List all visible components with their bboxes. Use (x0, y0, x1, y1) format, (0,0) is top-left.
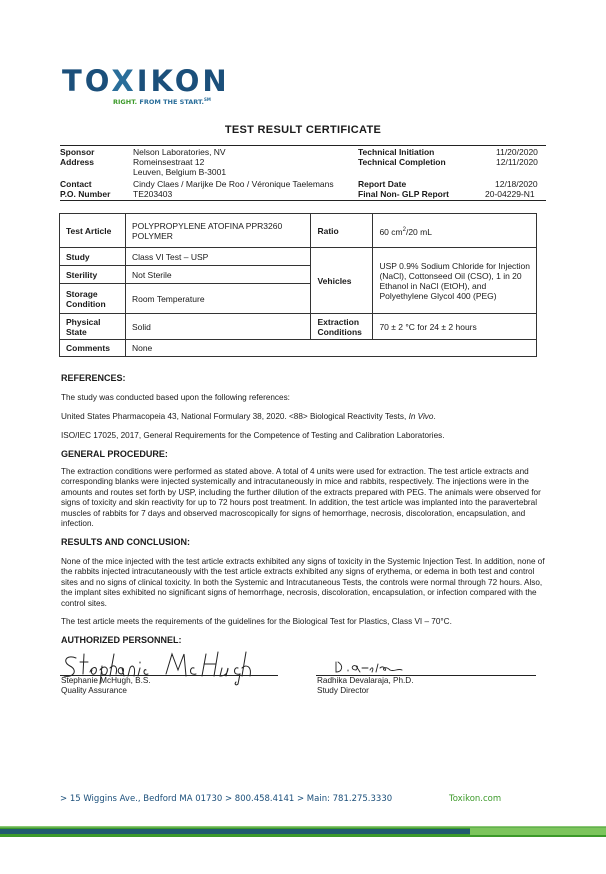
po-label: P.O. Number (60, 189, 111, 199)
comments-label: Comments (60, 340, 126, 357)
sponsor-value: Nelson Laboratories, NV (133, 147, 226, 157)
address-line-1: Romeinsestraat 12 (133, 157, 205, 167)
footer-contact-line: > 15 Wiggins Ave., Bedford MA 01730 > 800.458.4141 > Main: 781.275.3330 (60, 794, 393, 804)
reference-iso: ISO/IEC 17025, 2017, General Requirements for the Competence of Testing and Calibration Laboratories. (61, 431, 445, 440)
final-report-label: Final Non- GLP Report (358, 189, 449, 199)
report-date-label: Report Date (358, 179, 407, 189)
test-article-label: Test Article (60, 214, 126, 248)
references-intro: The study was conducted based upon the following references: (61, 393, 290, 402)
results-text: None of the mice injected with the test article extracts exhibited any signs of toxicity in the Systemic Injection Test. In addition, none of the rabbits injected intracutaneously with the test article extracts exhibited any signs of erythema, or edema in both test and control sites and no signs of clinical toxicity. In both the Systemic and Intracutaneous Tests, the controls were normal through 72 hours. Also, the implant sites exhibited no significant signs of hemorrhage, necrosis, discoloration, encapsulation, or infection compared with the control sites. (61, 557, 545, 608)
tech-init-value: 11/20/2020 (496, 147, 538, 157)
storage-value: Room Temperature (125, 284, 311, 314)
right-signatory-name: Radhika Devalaraja, Ph.D. (317, 676, 414, 685)
report-date-value: 12/18/2020 (495, 179, 538, 189)
extraction-label: Extraction Conditions (311, 314, 373, 340)
final-report-value: 20-04229-N1 (485, 189, 535, 199)
footer-website[interactable]: Toxikon.com (449, 794, 502, 804)
address-line-2: Leuven, Belgium B-3001 (133, 167, 227, 177)
sponsor-label: Sponsor (60, 147, 95, 157)
tech-comp-value: 12/11/2020 (496, 157, 538, 167)
toxikon-logo (62, 64, 230, 107)
table-row (60, 214, 537, 248)
page-title: TEST RESULT CERTIFICATE (224, 124, 382, 136)
storage-label: Storage Condition (60, 284, 126, 314)
left-signatory-name: Stephanie McHugh, B.S. (61, 676, 151, 685)
conclusion-text: The test article meets the requirements of the guidelines for the Biological Test for Plastics, Class VI – 70°C. (61, 617, 452, 626)
header-bottom-rule (60, 200, 546, 201)
po-value: TE203403 (133, 189, 173, 199)
header-top-rule (60, 145, 546, 146)
personnel-heading: AUTHORIZED PERSONNEL: (61, 635, 182, 645)
study-label: Study (60, 248, 126, 266)
reference-usp: United States Pharmacopeia 43, National Formulary 38, 2020. <88> Biological Reactivity Tests, In Vivo. (61, 412, 436, 421)
table-row (60, 314, 537, 340)
address-label: Address (60, 157, 95, 167)
references-heading: REFERENCES: (61, 373, 126, 383)
vehicles-value: USP 0.9% Sodium Chloride for Injection (NaCl), Cottonseed Oil (CSO), 1 in 20 Ethanol in NaCl (EtOH), and Polyethylene Glycol 400 (PEG) (373, 248, 537, 314)
sterility-value: Not Sterile (125, 266, 311, 284)
table-row (60, 248, 537, 266)
test-info-table (59, 213, 537, 357)
comments-value: None (125, 340, 536, 357)
tech-init-label: Technical Initiation (358, 147, 435, 157)
left-signatory-role: Quality Assurance (61, 686, 127, 695)
results-heading: RESULTS AND CONCLUSION: (61, 537, 190, 547)
tech-comp-label: Technical Completion (358, 157, 446, 167)
physical-state-label: Physical State (60, 314, 126, 340)
right-signatory-role: Study Director (317, 686, 369, 695)
contact-label: Contact (60, 179, 92, 189)
ratio-value: 60 $cm^2/20$ mL (373, 214, 537, 248)
vehicles-label: Vehicles (311, 248, 373, 314)
sterility-label: Sterility (60, 266, 126, 284)
test-article-value: POLYPROPYLENE ATOFINA PPR3260 POLYMER (125, 214, 311, 248)
contact-value: Cindy Claes / Marijke De Roo / Véronique Taelemans (133, 179, 334, 189)
logo-wordmark: TOXIKON (62, 64, 230, 98)
footer-stripe (0, 824, 606, 840)
logo-tagline: RIGHT. FROM THE START.℠ (113, 97, 211, 107)
ratio-label: Ratio (311, 214, 373, 248)
table-row (60, 340, 537, 357)
study-value: Class VI Test – USP (125, 248, 311, 266)
extraction-value: 70 ± 2 °C for 24 ± 2 hours (373, 314, 537, 340)
physical-state-value: Solid (125, 314, 311, 340)
procedure-text: The extraction conditions were performed as stated above. A total of 4 units were used for extraction. The test article extracts and corresponding blanks were injected systemically and intracutaneously in mice and rabbits, respectively. The injections were in the amounts and routes set forth by USP, including the further dilution of the extracts prepared with PEG. The animals were observed for signs of toxicity and skin reactivity for up to 72 hours post treatment. In addition, the test article was implanted into the paravertebral muscles of rabbits for 7 days and observed macroscopically for signs of hemorrhage, necrosis, discoloration, encapsulation, and infection. (61, 467, 541, 529)
procedure-heading: GENERAL PROCEDURE: (61, 449, 168, 459)
